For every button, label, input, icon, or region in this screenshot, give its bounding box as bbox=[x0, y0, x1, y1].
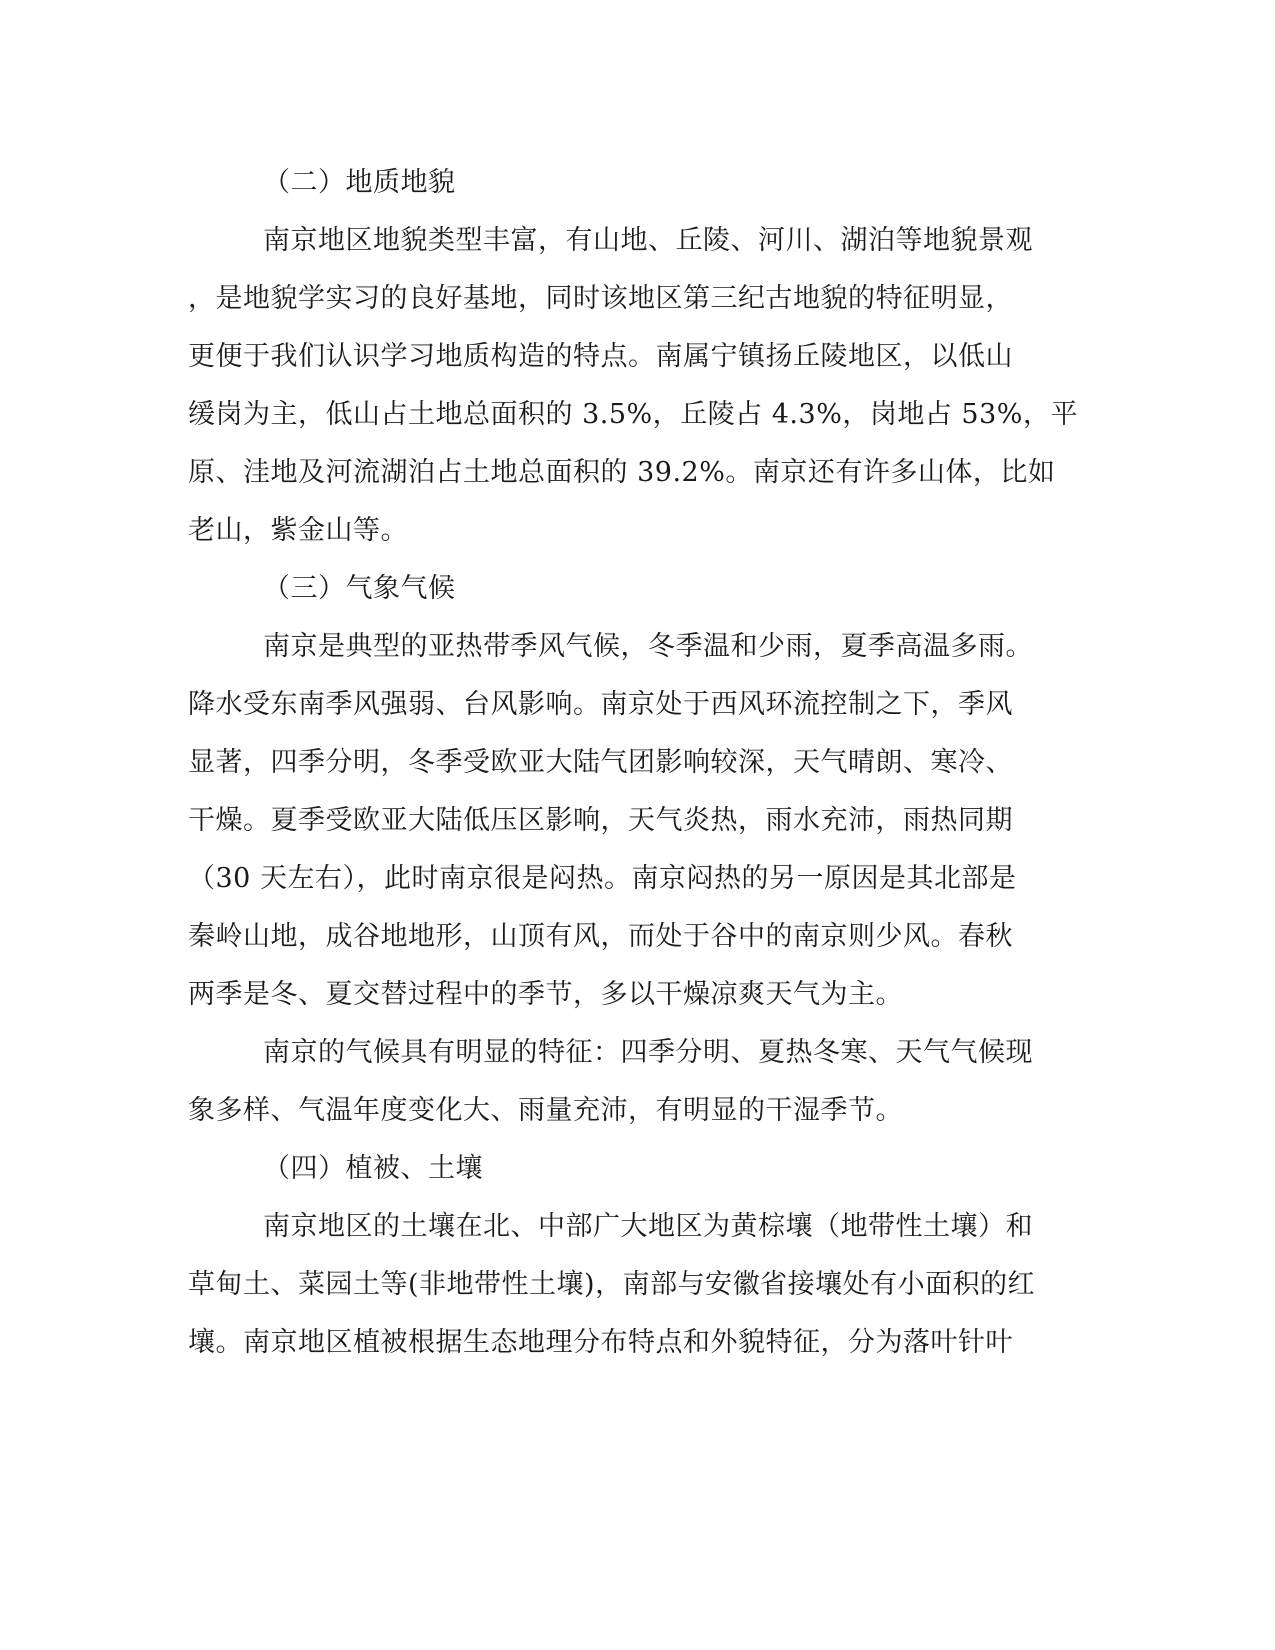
paragraph-line: ，是地貌学实习的良好基地，同时该地区第三纪古地貌的特征明显， bbox=[188, 283, 1013, 314]
paragraph-line: 南京的气候具有明显的特征：四季分明、夏热冬寒、天气气候现 bbox=[263, 1037, 1033, 1068]
section-heading-vegetation-soil: （四）植被、土壤 bbox=[263, 1153, 483, 1184]
paragraph-line: 壤。南京地区植被根据生态地理分布特点和外貌特征，分为落叶针叶 bbox=[188, 1327, 1013, 1358]
paragraph-line: 南京是典型的亚热带季风气候，冬季温和少雨，夏季高温多雨。 bbox=[263, 631, 1033, 662]
paragraph-line: 缓岗为主，低山占土地总面积的 3.5%，丘陵占 4.3%，岗地占 53%，平 bbox=[188, 399, 1078, 430]
section-heading-geology: （二）地质地貌 bbox=[263, 167, 456, 198]
paragraph-line: 更便于我们认识学习地质构造的特点。南属宁镇扬丘陵地区，以低山 bbox=[188, 341, 1013, 372]
paragraph-line: 降水受东南季风强弱、台风影响。南京处于西风环流控制之下，季风 bbox=[188, 689, 1013, 720]
paragraph-line: （30 天左右），此时南京很是闷热。南京闷热的另一原因是其北部是 bbox=[188, 863, 1017, 894]
paragraph-line: 显著，四季分明，冬季受欧亚大陆气团影响较深，天气晴朗、寒冷、 bbox=[188, 747, 1013, 778]
paragraph-line: 原、洼地及河流湖泊占土地总面积的 39.2%。南京还有许多山体，比如 bbox=[188, 457, 1056, 488]
paragraph-line: 草甸土、菜园土等(非地带性土壤)，南部与安徽省接壤处有小面积的红 bbox=[188, 1269, 1036, 1300]
paragraph-line: 干燥。夏季受欧亚大陆低压区影响，天气炎热，雨水充沛，雨热同期 bbox=[188, 805, 1013, 836]
section-heading-climate: （三）气象气候 bbox=[263, 573, 456, 604]
paragraph-line: 秦岭山地，成谷地地形，山顶有风，而处于谷中的南京则少风。春秋 bbox=[188, 921, 1013, 952]
paragraph-line: 南京地区的土壤在北、中部广大地区为黄棕壤（地带性土壤）和 bbox=[263, 1211, 1033, 1242]
paragraph-line: 老山，紫金山等。 bbox=[188, 515, 408, 546]
paragraph-line: 两季是冬、夏交替过程中的季节，多以干燥凉爽天气为主。 bbox=[188, 979, 903, 1010]
paragraph-line: 南京地区地貌类型丰富，有山地、丘陵、河川、湖泊等地貌景观 bbox=[263, 225, 1033, 256]
paragraph-line: 象多样、气温年度变化大、雨量充沛，有明显的干湿季节。 bbox=[188, 1095, 903, 1126]
